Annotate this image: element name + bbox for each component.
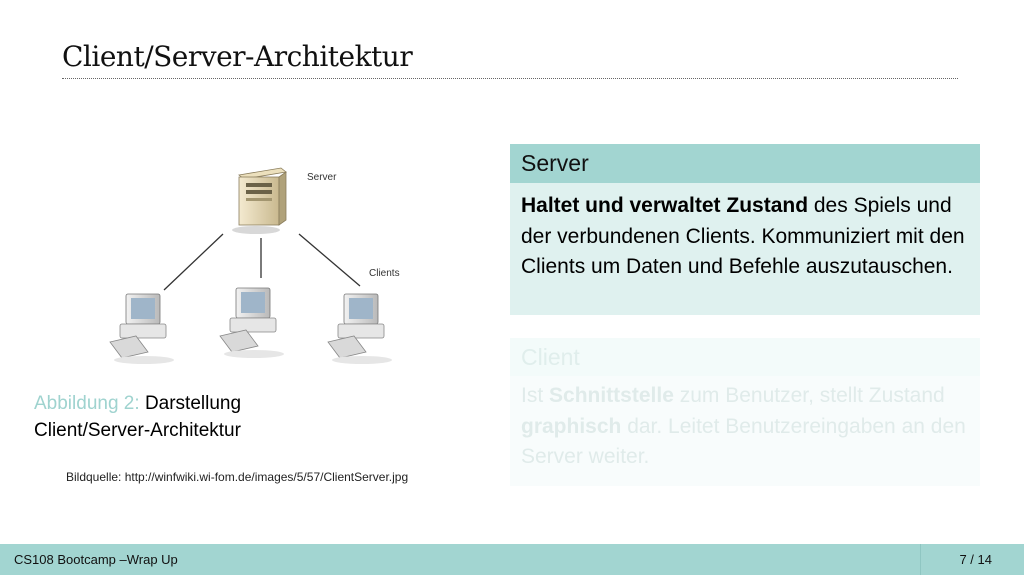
slide-title: Client/Server-Architektur <box>62 40 413 73</box>
server-block-title: Server <box>510 144 980 183</box>
server-block-bold: Haltet und verwaltet Zustand <box>521 194 809 217</box>
caption-label: Abbildung 2: <box>34 393 140 414</box>
client-computer-icon <box>110 294 174 364</box>
connection-line-left <box>164 234 223 290</box>
client-block-text: dar. Leitet Benutzereingaben an den Server weiter. <box>521 414 966 468</box>
figure-caption <box>34 390 334 444</box>
caption-text: Darstellung Client/Server-Architektur <box>34 393 242 441</box>
server-block-text: des Spiels und der verbundenen Clients. Kommuniziert mit den Clients um Daten und Befehle auszutauschen. <box>521 194 965 278</box>
server-block-body <box>510 183 980 315</box>
client-block-bold: graphisch <box>521 414 622 438</box>
server-block <box>510 144 980 315</box>
client-block-bold: Schnittstelle <box>549 384 674 407</box>
client-block <box>510 338 980 486</box>
client-server-diagram <box>96 150 426 375</box>
footer-bar <box>0 544 1024 575</box>
client-computer-icon <box>328 294 392 364</box>
footer-divider <box>920 544 921 575</box>
title-divider <box>62 78 958 79</box>
client-block-text: zum Benutzer, stellt Zustand <box>673 384 945 407</box>
page-number: 7 / 14 <box>959 552 992 567</box>
client-block-title: Client <box>510 338 980 376</box>
server-diagram-label: Server <box>307 172 337 183</box>
connection-line-right <box>299 234 360 286</box>
client-computer-icon <box>220 288 284 358</box>
client-block-text: Ist <box>521 384 550 407</box>
client-block-body <box>510 376 980 486</box>
image-source: Bildquelle: http://winfwiki.wi-fom.de/images/5/57/ClientServer.jpg <box>66 470 409 484</box>
clients-diagram-label: Clients <box>369 268 400 279</box>
server-icon <box>232 168 286 234</box>
footer-title: CS108 Bootcamp –Wrap Up <box>14 552 178 567</box>
